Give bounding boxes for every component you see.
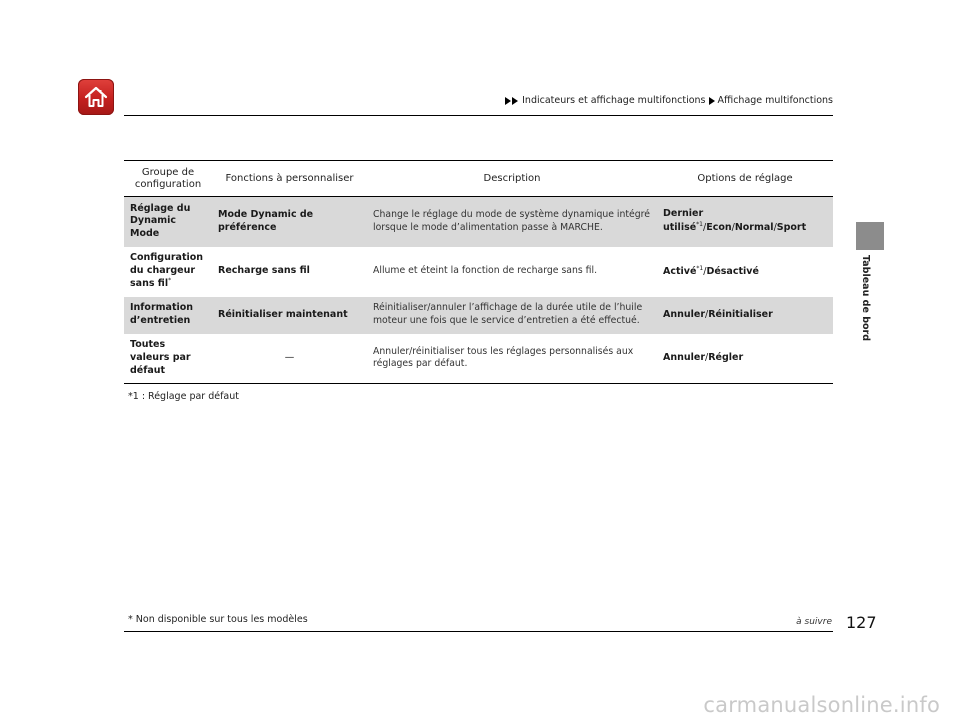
footer-rule xyxy=(124,631,833,632)
column-header-description: Description xyxy=(483,172,541,184)
option-value: Désactivé xyxy=(706,265,759,277)
cell-options xyxy=(657,297,833,334)
table-body xyxy=(124,197,833,384)
option-value: Annuler xyxy=(663,308,706,320)
column-header-options: Options de réglage xyxy=(697,172,793,184)
cell-options xyxy=(657,247,833,297)
option-value: Econ xyxy=(706,222,732,234)
column-header-function: Fonctions à personnaliser xyxy=(225,172,354,184)
continue-label: à suivre xyxy=(796,617,832,627)
option-separator: / xyxy=(703,265,707,277)
settings-table xyxy=(124,160,833,384)
group-label: Réglage du Dynamic Mode xyxy=(130,202,191,240)
option-separator: / xyxy=(773,222,777,234)
group-footnote-marker: * xyxy=(168,277,172,285)
home-button[interactable] xyxy=(78,79,114,115)
option-value: Annuler xyxy=(663,351,706,363)
column-header-group: Groupe de configuration xyxy=(134,166,202,190)
home-icon xyxy=(83,84,109,110)
option-value: Normal xyxy=(734,222,774,234)
option-value: Dernier utilisé xyxy=(663,208,704,234)
option-separator: / xyxy=(705,308,709,320)
cell-group xyxy=(124,247,212,297)
table-row xyxy=(124,247,833,297)
breadcrumb-arrow-icon xyxy=(709,97,715,105)
group-label: Configuration du chargeur sans fil xyxy=(130,251,204,290)
cell-description: Annuler/réinitialiser tous les réglages personnalisés aux réglages par défaut. xyxy=(373,345,634,370)
option-value: Réinitialiser xyxy=(708,308,773,320)
option-value: Activé xyxy=(663,265,697,277)
table-row xyxy=(124,334,833,384)
cell-group xyxy=(124,297,212,334)
option-separator: / xyxy=(703,222,707,234)
option-separator: / xyxy=(731,222,735,234)
cell-options xyxy=(657,197,833,247)
cell-group xyxy=(124,197,212,247)
default-marker: *1 xyxy=(696,221,703,229)
watermark: carmanualsonline.info xyxy=(703,693,940,717)
breadcrumb-item[interactable]: Affichage multifonctions xyxy=(717,95,833,106)
section-tab-marker xyxy=(856,222,884,250)
group-label: Information d’entretien xyxy=(130,302,194,326)
option-separator: / xyxy=(705,351,709,363)
default-marker: *1 xyxy=(696,264,704,272)
footnote: *1 : Réglage par défaut xyxy=(128,391,240,402)
breadcrumb xyxy=(505,95,833,106)
cell-function: Recharge sans fil xyxy=(218,265,310,277)
cell-function: — xyxy=(284,351,295,363)
cell-description: Allume et éteint la fonction de recharge sans fil. xyxy=(373,265,598,277)
cell-description: Réinitialiser/annuler l’affichage de la durée utile de l’huile moteur une fois que le service d’entretien a été effectué. xyxy=(373,302,643,326)
availability-note: * Non disponible sur tous les modèles xyxy=(128,614,308,625)
group-label: Toutes valeurs par défaut xyxy=(130,339,191,376)
section-tab-label: Tableau de bord xyxy=(860,255,871,342)
cell-options xyxy=(657,334,833,384)
cell-function: Mode Dynamic de préférence xyxy=(218,208,314,233)
header-rule xyxy=(124,115,833,116)
option-value: Sport xyxy=(776,222,807,234)
cell-group xyxy=(124,334,212,384)
table-row xyxy=(124,197,833,247)
table-row xyxy=(124,297,833,334)
cell-function: Réinitialiser maintenant xyxy=(218,308,348,320)
cell-description: Change le réglage du mode de système dynamique intégré lorsque le mode d’alimentation passe à MARCHE. xyxy=(373,209,651,233)
breadcrumb-arrow-icon xyxy=(512,97,518,105)
breadcrumb-item[interactable]: Indicateurs et affichage multifonctions xyxy=(522,95,706,106)
page-number: 127 xyxy=(846,613,877,632)
breadcrumb-arrow-icon xyxy=(505,97,511,105)
table-header-row xyxy=(124,161,833,197)
option-value: Régler xyxy=(708,351,744,363)
